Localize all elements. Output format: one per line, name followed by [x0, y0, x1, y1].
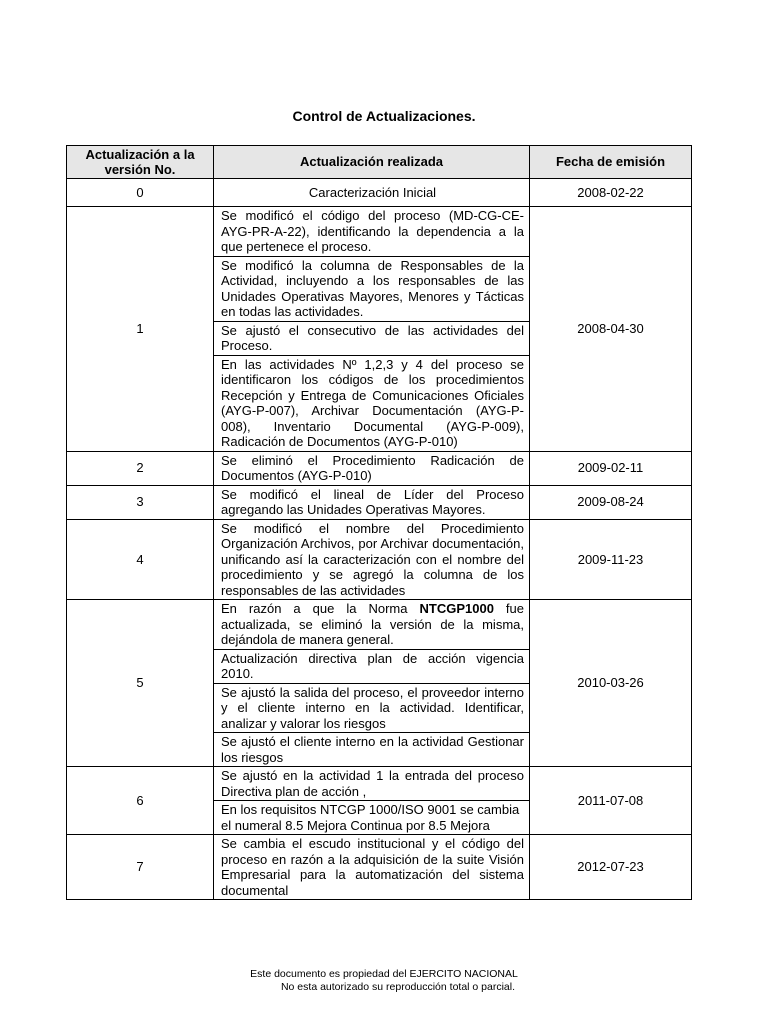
- table-row: [67, 519, 692, 600]
- change-item: Se ajustó el cliente interno en la actividad Gestionar los riesgos: [214, 732, 529, 766]
- date-cell: 2011-07-08: [530, 767, 692, 835]
- header-date: Fecha de emisión: [530, 146, 692, 179]
- version-cell: 4: [67, 519, 214, 600]
- change-text: fue actualizada, se eliminó la versión de la misma, dejándola de manera general.: [221, 601, 524, 647]
- version-cell: 2: [67, 451, 214, 485]
- change-item: Se modificó el lineal de Líder del Proceso agregando las Unidades Operativas Mayores.: [221, 486, 524, 517]
- version-cell: 0: [67, 179, 214, 207]
- change-item: Se ajustó el consecutivo de las actividades del Proceso.: [214, 321, 529, 355]
- change-item: Se modificó el nombre del Procedimiento Organización Archivos, por Archivar documentación, unificando así la caracterización con el nombre del procedimiento y se agregó la columna de los responsables de las actividades: [221, 520, 524, 598]
- date-cell: 2009-02-11: [530, 451, 692, 485]
- change-item: Actualización directiva plan de acción vigencia 2010.: [214, 649, 529, 683]
- version-cell: 1: [67, 207, 214, 452]
- change-cell: [214, 207, 530, 452]
- table-row: [67, 179, 692, 207]
- table-row: [67, 207, 692, 452]
- table-row: [67, 767, 692, 835]
- change-item: Se eliminó el Procedimiento Radicación de Documentos (AYG-P-010): [221, 452, 524, 483]
- change-cell: [214, 767, 530, 835]
- date-cell: 2009-11-23: [530, 519, 692, 600]
- footer: [0, 968, 768, 994]
- header-change: Actualización realizada: [214, 146, 530, 179]
- updates-table: [66, 145, 692, 900]
- change-item: Se ajustó la salida del proceso, el proveedor interno y el cliente interno en la actividad. Identificar, analizar y valorar los riesgos: [214, 683, 529, 733]
- date-cell: 2008-02-22: [530, 179, 692, 207]
- change-item: Se modificó la columna de Responsables de la Actividad, incluyendo a los responsables de las Unidades Operativas Mayores, Menores y Tácticas en todas las actividades.: [214, 256, 529, 321]
- change-item: Se modificó el código del proceso (MD-CG-CE-AYG-PR-A-22), identificando la dependencia a la que pertenece el proceso.: [221, 208, 524, 254]
- change-cell: [214, 519, 530, 600]
- date-cell: 2012-07-23: [530, 835, 692, 900]
- table-row: [67, 600, 692, 767]
- version-cell: 7: [67, 835, 214, 900]
- table-row: [67, 451, 692, 485]
- norm-code: NTCGP1000: [419, 601, 494, 616]
- table-header-row: [67, 146, 692, 179]
- change-item: Se cambia el escudo institucional y el código del proceso en razón a la adquisición de la suite Visión Empresarial para la automatización del sistema documental: [221, 836, 524, 898]
- change-item: En los requisitos NTCGP 1000/ISO 9001 se cambia el numeral 8.5 Mejora Continua por 8.5 Mejora: [214, 800, 529, 834]
- version-cell: 3: [67, 485, 214, 519]
- table-row: [67, 835, 692, 900]
- change-item: Se ajustó en la actividad 1 la entrada del proceso Directiva plan de acción ,: [221, 768, 524, 799]
- date-cell: 2008-04-30: [530, 207, 692, 452]
- change-item: En las actividades Nº 1,2,3 y 4 del proceso se identificaron los códigos de los procedimientos Recepción y Entrega de Comunicaciones Oficiales (AYG-P-007), Archivar Documentación (AYG-P-008), Inventario Documental (AYG-P-009), Radicación de Documentos (AYG-P-010): [214, 355, 529, 451]
- change-cell: [214, 485, 530, 519]
- footer-reproduction: No esta autorizado su reproducción total o parcial.: [280, 981, 516, 993]
- footer-ownership: Este documento es propiedad del EJERCITO NACIONAL: [250, 968, 518, 980]
- change-cell: [214, 179, 530, 207]
- date-cell: 2009-08-24: [530, 485, 692, 519]
- page-title: Control de Actualizaciones.: [292, 108, 476, 124]
- change-cell: [214, 600, 530, 767]
- change-text: En razón a que la Norma: [221, 601, 420, 616]
- change-cell: [214, 451, 530, 485]
- version-cell: 6: [67, 767, 214, 835]
- table-row: [67, 485, 692, 519]
- date-cell: 2010-03-26: [530, 600, 692, 767]
- change-item: Caracterización Inicial: [308, 184, 437, 200]
- change-item: [214, 600, 529, 649]
- version-cell: 5: [67, 600, 214, 767]
- change-cell: [214, 835, 530, 900]
- header-version: Actualización a la versión No.: [67, 146, 214, 179]
